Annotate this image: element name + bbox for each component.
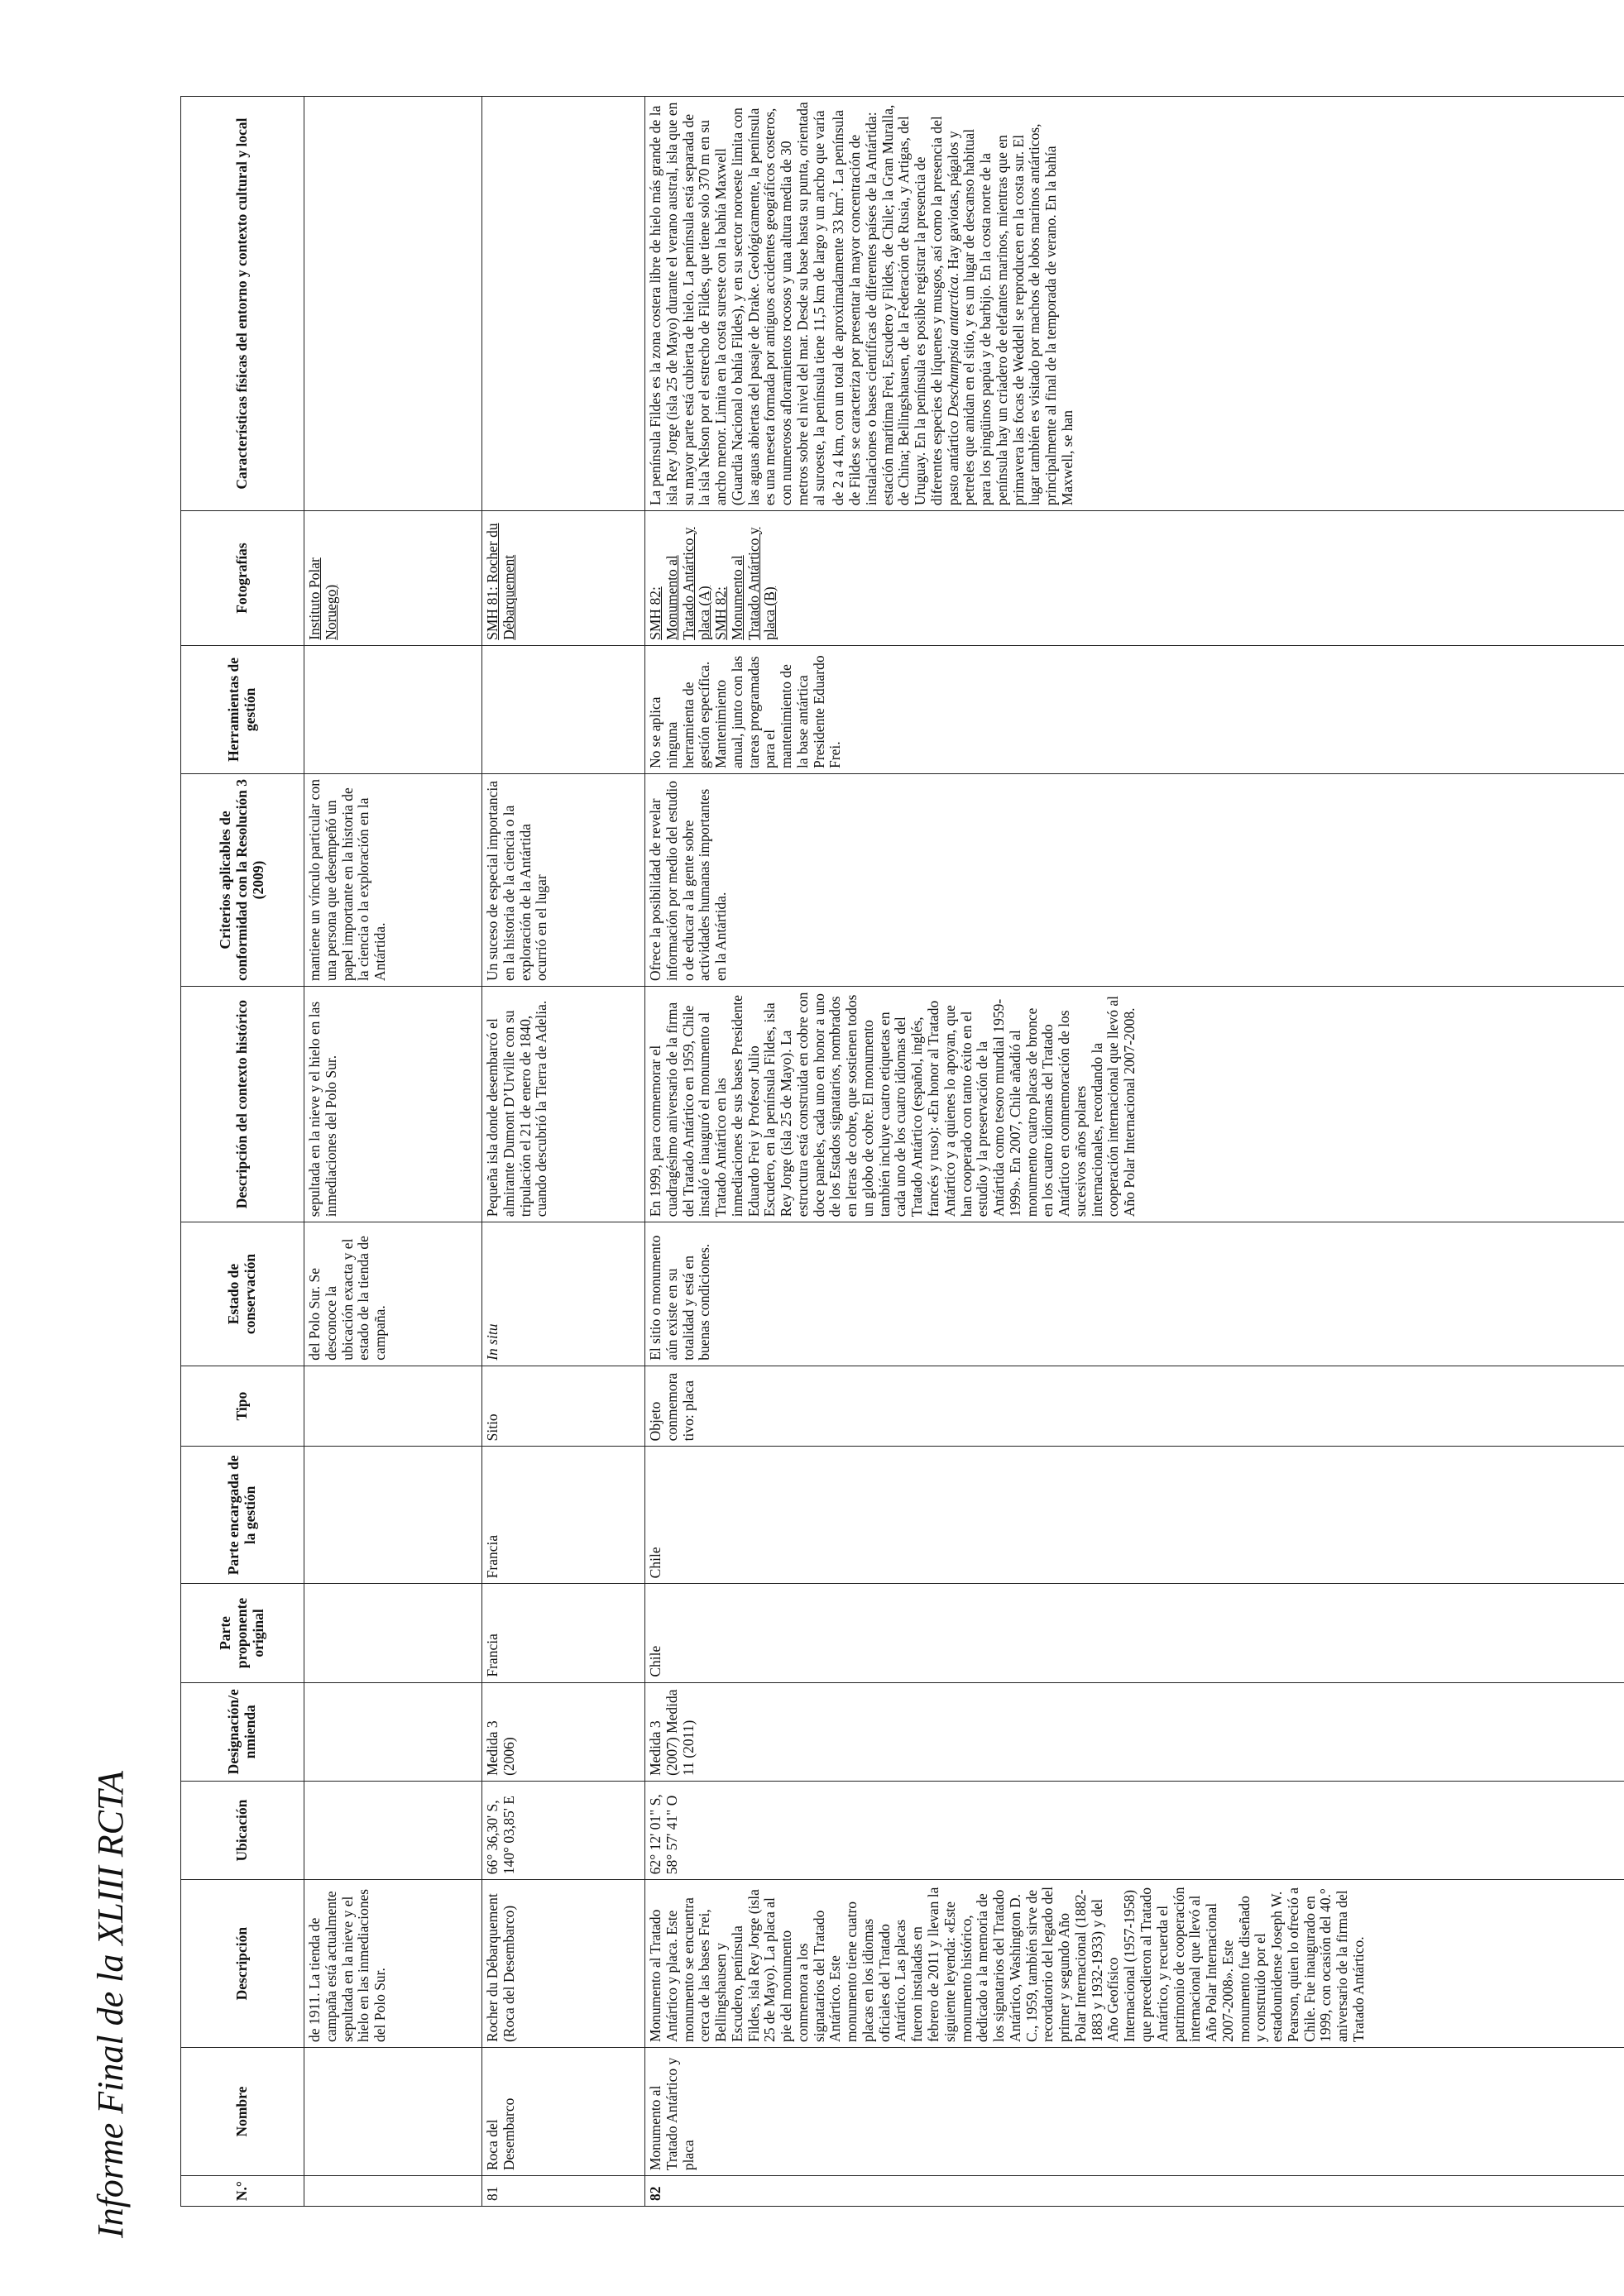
col-header-designacion: Designación/enmienda [181,1682,304,1781]
cell-ubicacion: 62° 12' 01" S, 58° 57' 41" O [645,1781,1624,1879]
cell-tipo [304,1366,482,1447]
cell-criterios: Un suceso de especial importancia en la historia de la ciencia o la exploración de la Antártida ocurrió en el lugar [482,773,645,986]
col-header-caracteristicas: Características físicas del entorno y contexto cultural y local [181,97,304,511]
col-header-criterios: Criterios aplicables de conformidad con la Resolución 3 (2009) [181,773,304,986]
historic-sites-table [180,96,1624,2207]
cell-estado: In situ [482,1222,645,1366]
col-header-ubicacion: Ubicación [181,1781,304,1879]
col-header-estado: Estado de conservación [181,1222,304,1366]
caracteristicas-text-2: . La península de Fildes se caracteriza por presentar la mayor concentración de instalaciones o bases científicas de diferentes países de la Antártida: estación marítima Frei, Escudero y Fildes, de Chile; la Gran Muralla, de China; Bellingshausen, de la Federación de Rusia, y Artigas, del Uruguay. En la península es posible registrar la presencia de diferentes especies de líquenes y musgos, así como la presencia del pasto antártico [830,104,961,506]
cell-contexto: En 1999, para conmemorar el cuadragésimo aniversario de la firma del Tratado Antártico en 1959, Chile instaló e inauguró el monumento al Tratado Antártico en las inmediaciones de sus bases Presidente Eduardo Frei y Profesor Julio Escudero, en la península Fildes, isla Rey Jorge (isla 25 de Mayo). La estructura está construida en cobre con doce paneles, cada uno en honor a uno de los Estados signatarios, nombrados en letras de cobre, que sostienen todos un globo de cobre. El monumento también incluye cuatro etiquetas en cada uno de los cuatro idiomas del Tratado Antártico (español, inglés, francés y ruso): «En honor al Tratado Antártico y a quienes lo apoyan, que han cooperado con tanto éxito en el estudio y la preservación de la Antártida como tesoro mundial 1959-1999». En 2007, Chile añadió al monumento cuatro placas de bronce en los cuatro idiomas del Tratado Antártico en conmemoración de los sucesivos años polares internacionales, recordando la cooperación internacional que llevó al Año Polar Internacional 2007-2008. [645,987,1624,1222]
species-name: Deschampsia antarctica [944,276,961,418]
photo-link[interactable]: SMH 81: Rocher du Débarquement [484,523,517,640]
cell-numero [304,2176,482,2207]
running-header: Informe Final de la XLIII RCTA [90,1771,131,2238]
cell-parte-gestion: Francia [482,1447,645,1584]
cell-ubicacion: 66° 36,30' S, 140° 03,85' E [482,1781,645,1879]
cell-designacion: Medida 3 (2007) Medida 11 (2011) [645,1682,1624,1781]
cell-herramientas [482,645,645,773]
cell-parte-proponente: Francia [482,1584,645,1682]
cell-nombre [304,2048,482,2176]
cell-fotografias [482,511,645,646]
cell-herramientas: No se aplica ninguna herramienta de gestión específica. Mantenimiento anual, junto con las tareas programadas para el mantenimiento de la base antártica Presidente Eduardo Frei. [645,645,1624,773]
table-row-82 [645,97,1624,2207]
cell-descripcion: de 1911. La tienda de campaña está actualmente sepultada en la nieve y el hielo en las inmediaciones del Polo Sur. [304,1880,482,2048]
cell-estado: El sitio o monumento aún existe en su totalidad y está en buenas condiciones. [645,1222,1624,1366]
caracteristicas-text-3: . Hay gaviotas, págalos y petreles que anidan en el sitio, y es un lugar de descanso habitual para los pingüinos papúa y de barbijo. En la costa norte de la península hay un criadero de elefantes marinos, mientras que en primavera las focas de Weddell se reproducen en la costa sur. El lugar también es visitado por machos de lobos marinos antárticos, principalmente al final de la temporada de verano. En la bahía Maxwell, se han [944,123,1075,506]
cell-ubicacion [304,1781,482,1879]
col-header-tipo: Tipo [181,1366,304,1447]
cell-contexto: Pequeña isla donde desembarcó el almirante Dumont D’Urville con su tripulación el 21 de enero de 1840, cuando descubrió la Tierra de Adelia. [482,987,645,1222]
cell-parte-proponente [304,1584,482,1682]
cell-fotografias [304,511,482,646]
col-header-numero: N.° [181,2176,304,2207]
table-row-81 [482,97,645,2207]
cell-descripcion: Monumento al Tratado Antártico y placa. Este monumento se encuentra cerca de las bases Frei, Bellingshausen y Escudero, península Fildes, isla Rey Jorge (isla 25 de Mayo). La placa al pie del monumento conmemora a los signatarios del Tratado Antártico. Este monumento tiene cuatro placas en los idiomas oficiales del Tratado Antártico. Las placas fueron instaladas en febrero de 2011 y llevan la siguiente leyenda: «Este monumento histórico, dedicado a la memoria de los signatarios del Tratado Antártico, Washington D. C., 1959, también sirve de recordatorio del legado del primer y segundo Año Polar Internacional (1882-1883 y 1932-1933) y del Año Geofísico Internacional (1957-1958) que precedieron al Tratado Antártico, y recuerda el patrimonio de cooperación internacional que llevó al Año Polar Internacional 2007-2008». Este monumento fue diseñado y construido por el estadounidense Joseph W. Pearson, quien lo ofreció a Chile. Fue inaugurado en 1999, con ocasión del 40.° aniversario de la firma del Tratado Antártico. [645,1880,1624,2048]
cell-caracteristicas [645,97,1624,511]
cell-tipo: Objeto conmemorativo: placa [645,1366,1624,1447]
cell-designacion: Medida 3 (2006) [482,1682,645,1781]
cell-caracteristicas [482,97,645,511]
photo-link-b[interactable]: SMH 82: Monumento al Tratado Antártico y placa (B) [712,527,778,640]
cell-herramientas [304,645,482,773]
cell-numero: 82 [645,2176,1624,2207]
col-header-nombre: Nombre [181,2048,304,2176]
cell-nombre: Monumento al Tratado Antártico y placa [645,2048,1624,2176]
col-header-parte-gestion: Parte encargada de la gestión [181,1447,304,1584]
header-row [181,97,304,2207]
cell-parte-gestion: Chile [645,1447,1624,1584]
caracteristicas-text-1: La península Fildes es la zona costera libre de hielo más grande de la isla Rey Jorge (isla 25 de Mayo) durante el verano austral, isla que en su mayor parte está cubierta de hielo. La península está separada de la isla Nelson por el estrecho de Fildes, que tiene solo 370 m en su ancho menor. Limita en la costa sureste con la bahía Maxwell (Guardia Nacional o bahía Fildes), y en su sector noroeste limita con las aguas abiertas del pasaje de Drake. Geológicamente, la península es una meseta formada por antiguos accidentes geográficos costeros, con numerosos afloramientos rocosos y una altura media de 30 metros sobre el nivel del mar. Desde su base hasta su punta, orientada al suroeste, la península tiene 11,5 km de largo y un ancho que varía de 2 a 4 km, con un total de aproximadamente 33 km [647,102,847,506]
col-header-contexto: Descripción del contexto histórico [181,987,304,1222]
col-header-parte-proponente: Parte proponente original [181,1584,304,1682]
cell-descripcion: Rocher du Débarquement (Roca del Desembarco) [482,1880,645,2048]
col-header-herramientas: Herramientas de gestión [181,645,304,773]
table-row-continued [304,97,482,2207]
photo-link-a[interactable]: SMH 82: Monumento al Tratado Antártico y placa (A) [647,527,713,640]
cell-estado: del Polo Sur. Se desconoce la ubicación exacta y el estado de la tienda de campaña. [304,1222,482,1366]
cell-criterios: Ofrece la posibilidad de revelar información por medio del estudio o de educar a la gente sobre actividades humanas importantes en la Antártida. [645,773,1624,986]
cell-criterios: mantiene un vínculo particular con una persona que desempeñó un papel importante en la historia de la ciencia o la exploración en la Antártida. [304,773,482,986]
cell-parte-gestion [304,1447,482,1584]
cell-parte-proponente: Chile [645,1584,1624,1682]
photo-link[interactable]: Instituto Polar Noruego) [306,557,339,640]
cell-nombre: Roca del Desembarco [482,2048,645,2176]
cell-designacion [304,1682,482,1781]
cell-fotografias [645,511,1624,646]
superscript-2: 2 [827,191,841,198]
col-header-fotografias: Fotografías [181,511,304,646]
col-header-descripcion: Descripción [181,1880,304,2048]
cell-numero: 81 [482,2176,645,2207]
cell-tipo: Sitio [482,1366,645,1447]
cell-caracteristicas [304,97,482,511]
cell-contexto: sepultada en la nieve y el hielo en las inmediaciones del Polo Sur. [304,987,482,1222]
